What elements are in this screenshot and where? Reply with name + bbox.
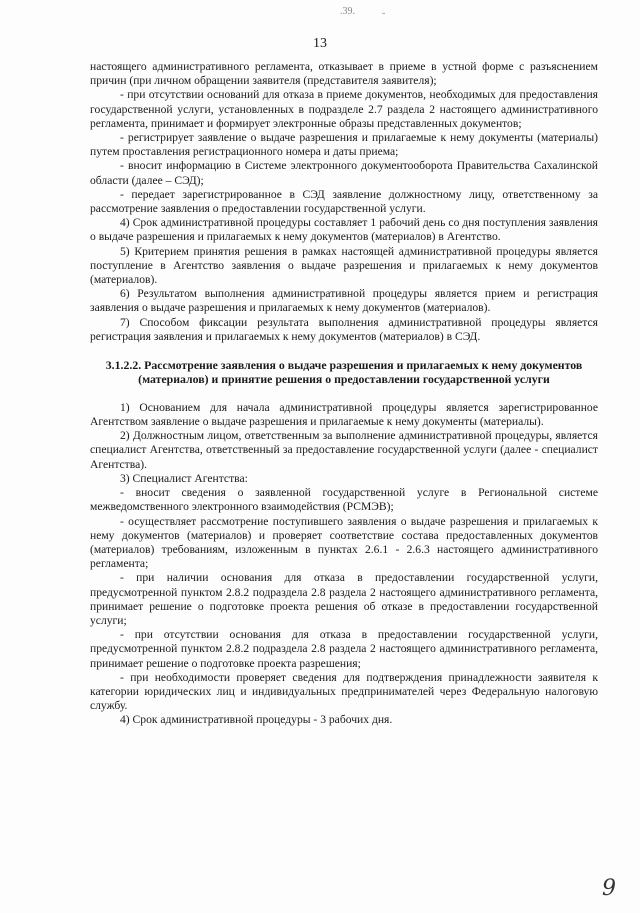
paragraph: - при наличии основания для отказа в предоставлении государственной услуги, предусмотренной пунктом 2.8.2 подраздела 2.8 раздела 2 настоящего административного регламента, принимает решение о подготовке проекта решения об отказе в предоставлении государственной услуги; <box>90 571 598 627</box>
section-heading: 3.1.2.2. Рассмотрение заявления о выдаче разрешения и прилагаемых к нему документов (материалов) и принятие решения о предоставлении государственной услуги <box>105 358 583 387</box>
page-number: 13 <box>313 36 327 51</box>
paragraph: 7) Способом фиксации результата выполнения административной процедуры является регистрация заявления и прилагаемых к нему документов (материалов) в СЭД. <box>90 315 598 343</box>
paragraph: - регистрирует заявление о выдаче разрешения и прилагаемые к нему документы (материалы) путем проставления регистрационного номера и даты приема; <box>90 131 598 159</box>
paragraph: - вносит информацию в Системе электронного документооборота Правительства Сахалинской области (далее – СЭД); <box>90 159 598 187</box>
handwritten-page-number: 9 <box>602 876 616 901</box>
paragraph: - вносит сведения о заявленной государственной услуге в Региональной системе межведомственного электронного взаимодействия (РСМЭВ); <box>90 486 598 514</box>
paragraph: - при необходимости проверяет сведения для подтверждения принадлежности заявителя к категории юридических лиц и индивидуальных предпринимателей через Федеральную налоговую службу. <box>90 670 598 713</box>
paragraph: - передает зарегистрированное в СЭД заявление должностному лицу, ответственному за рассмотрение заявления о предоставлении государственной услуги. <box>90 187 598 216</box>
paragraph: 3) Специалист Агентства: <box>120 471 248 485</box>
paragraph: 6) Результатом выполнения административной процедуры является прием и регистрация заявления о выдаче разрешения и прилагаемых к нему документов (материалов). <box>90 287 598 315</box>
paragraph: 5) Критерием принятия решения в рамках настоящей административной процедуры является поступление в Агентство заявления о выдаче разрешения и прилагаемых к нему документов (материалов). <box>90 244 598 287</box>
scan-mark-2: ˘ <box>382 12 386 23</box>
paragraph: 2) Должностным лицом, ответственным за выполнение административной процедуры, является специалист Агентства, ответственный за предоставление государственной услуги (далее - специалист Агентства). <box>90 429 598 471</box>
paragraph-continuation: настоящего административного регламента, отказывает в приеме в устной форме с разъяснением причин (при личном обращении заявителя (представителя заявителя); <box>90 60 598 88</box>
paragraph: 4) Срок административной процедуры составляет 1 рабочий день со дня поступления заявления о выдаче разрешения и прилагаемых к нему документов (материалов) в Агентство. <box>90 216 598 244</box>
document-body <box>90 60 598 728</box>
scan-mark: .39. <box>340 6 355 17</box>
paragraph: - при отсутствии оснований для отказа в приеме документов, необходимых для предоставления государственной услуги, установленных в подразделе 2.7 раздела 2 настоящего административного регламента, принимает и формирует электронные образы представленных документов; <box>90 88 598 130</box>
paragraph: 1) Основанием для начала административной процедуры является зарегистрированное Агентством заявление о выдаче разрешения и прилагаемые к нему документы (материалы). <box>90 400 598 429</box>
paragraph: 4) Срок административной процедуры - 3 рабочих дня. <box>120 713 393 727</box>
paragraph: - осуществляет рассмотрение поступившего заявления о выдаче разрешения и прилагаемых к нему документов (материалов) и проверяет соответствие состава предоставленных документов (материалов) требованиям, изложенным в пунктах 2.6.1 - 2.6.3 настоящего административного регламента; <box>90 514 598 571</box>
paragraph: - при отсутствии основания для отказа в предоставлении государственной услуги, предусмотренной пунктом 2.8.2 подраздела 2.8 раздела 2 настоящего административного регламента, принимает решение о подготовке проекта разрешения; <box>90 628 598 670</box>
